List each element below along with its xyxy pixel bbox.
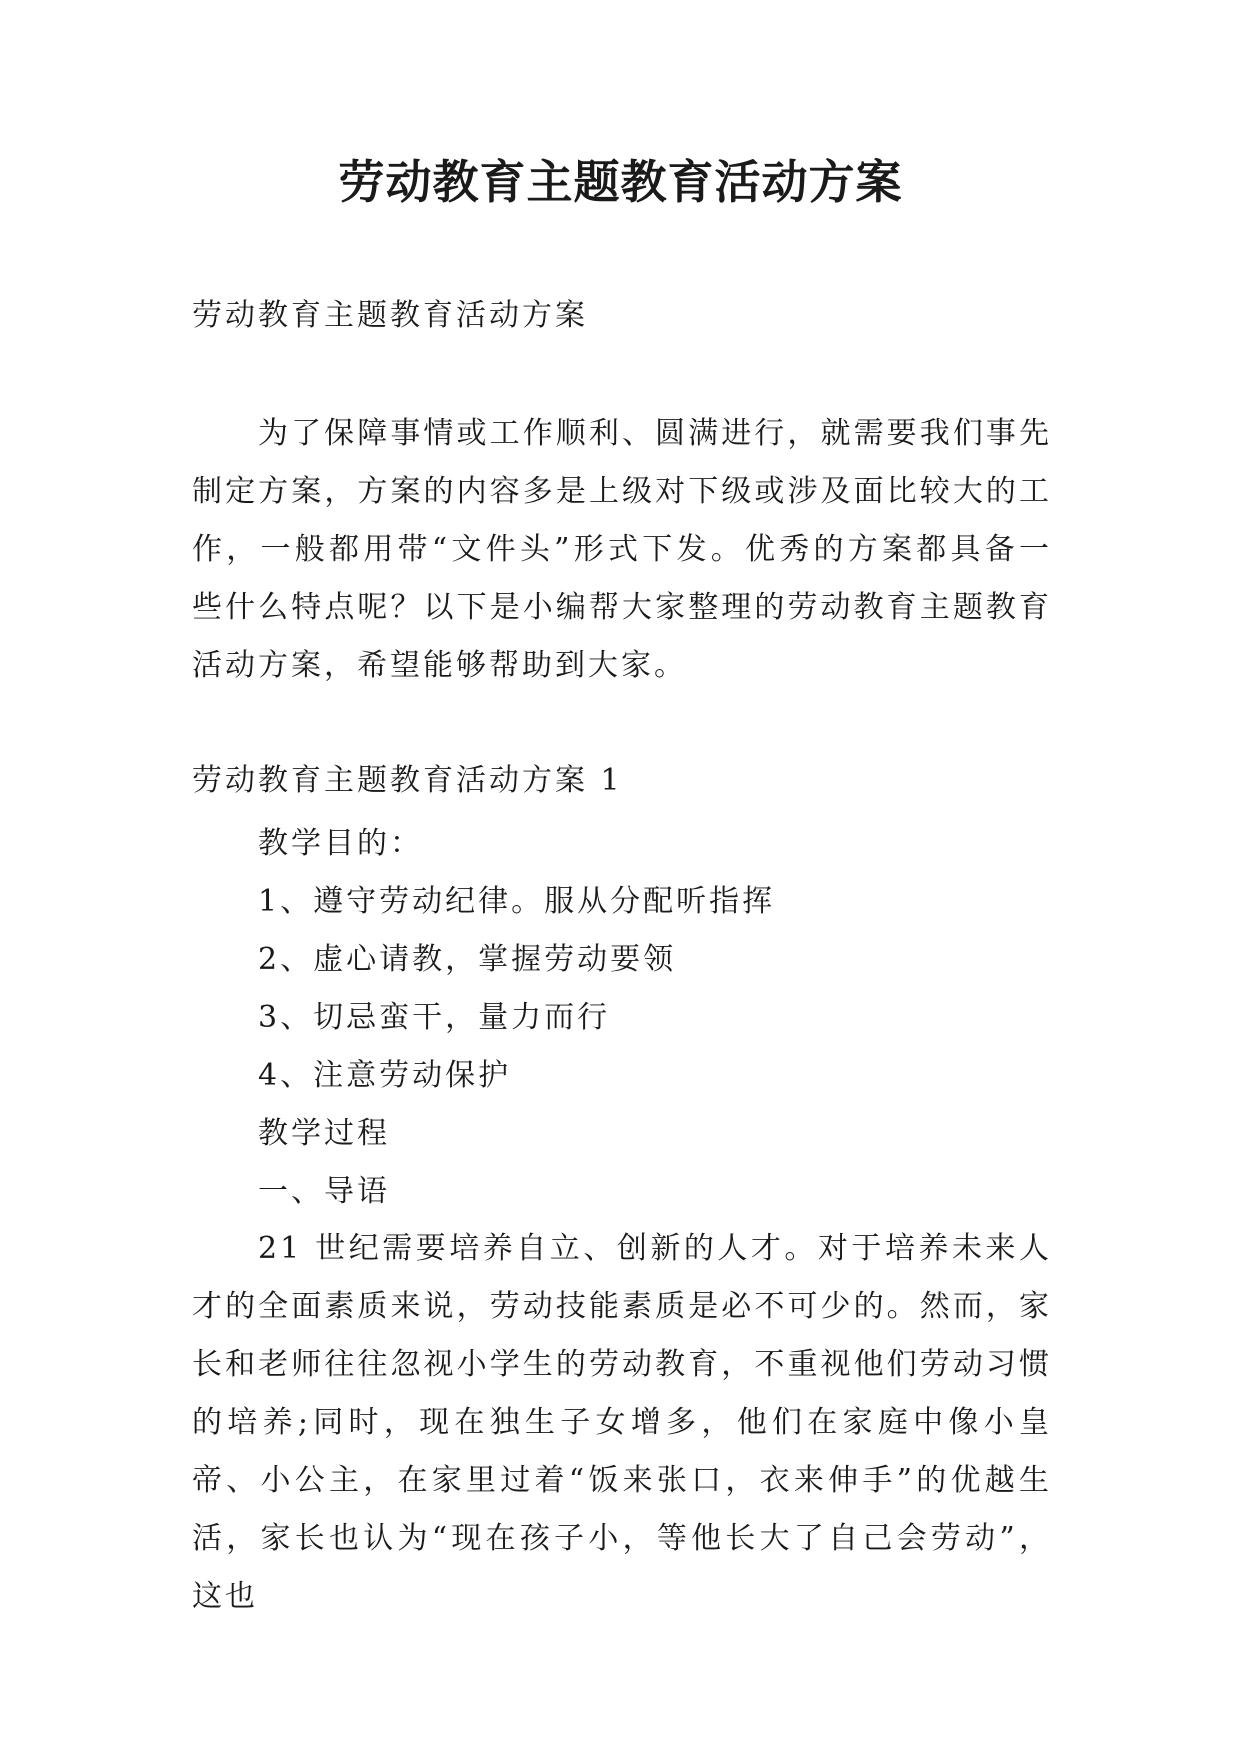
section-heading: 劳动教育主题教育活动方案 1 — [192, 763, 623, 798]
outline-line: 教学过程 — [258, 1116, 390, 1151]
outline-line: 1、遵守劳动纪律。服从分配听指挥 — [258, 884, 776, 919]
body-paragraph: 21 世纪需要培养自立、创新的人才。对于培养未来人才的全面素质来说，劳动技能素质是必不可少的。然而，家长和老师往往忽视小学生的劳动教育，不重视他们劳动习惯的培养;同时，现在独生子女增多，他们在家庭中像小皇帝、小公主，在家里过着“饭来张口，衣来伸手”的优越生活，家长也认为“现在孩子小，等他长大了自己会劳动”，这也 — [192, 1231, 1052, 1614]
document-subtitle: 劳动教育主题教育活动方案 — [192, 298, 588, 333]
outline-line: 一、导语 — [258, 1174, 390, 1209]
outline-line: 2、虚心请教，掌握劳动要领 — [258, 942, 677, 977]
document-title: 劳动教育主题教育活动方案 — [338, 155, 903, 209]
outline-line: 教学目的： — [258, 826, 423, 861]
outline-line: 3、切忌蛮干，量力而行 — [258, 1000, 611, 1035]
outline-line: 4、注意劳动保护 — [258, 1058, 512, 1093]
teaching-outline — [192, 815, 1052, 1221]
intro-paragraph: 为了保障事情或工作顺利、圆满进行，就需要我们事先制定方案，方案的内容多是上级对下级或涉及面比较大的工作，一般都用带“文件头”形式下发。优秀的方案都具备一些什么特点呢？以下是小编帮大家整理的劳动教育主题教育活动方案，希望能够帮助到大家。 — [192, 416, 1052, 683]
